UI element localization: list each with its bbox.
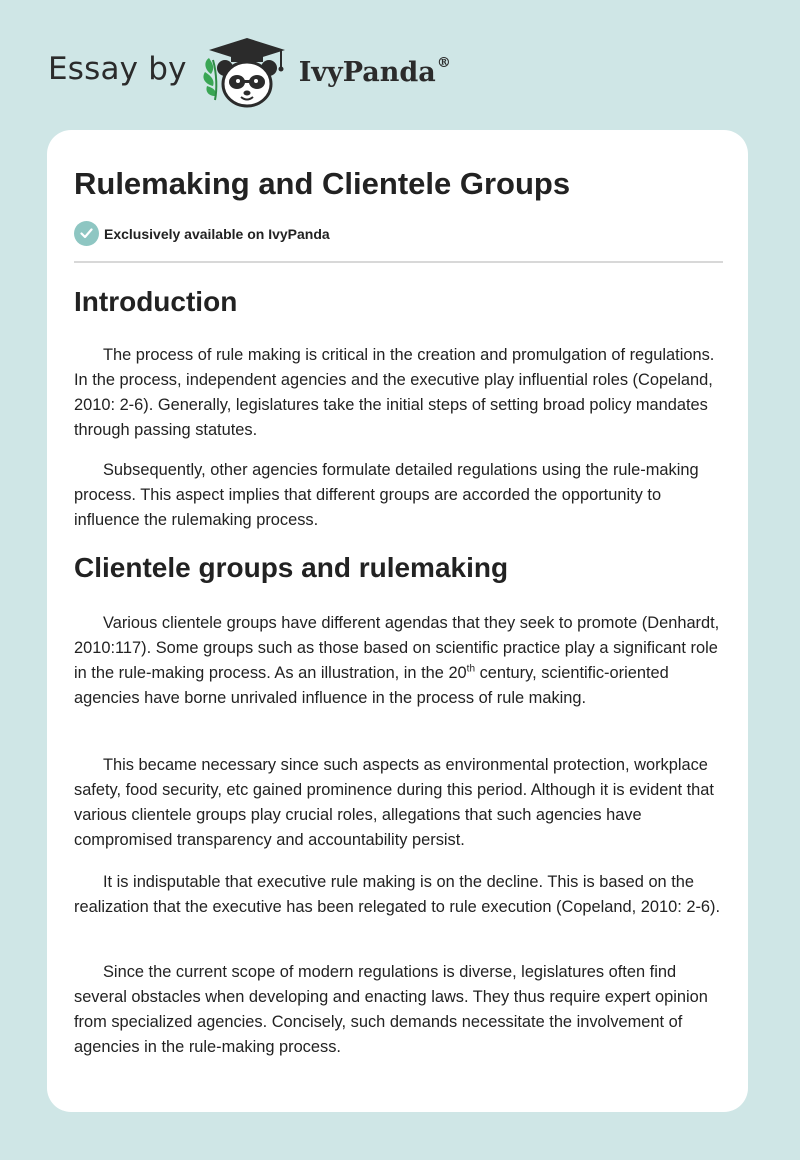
paragraph: Since the current scope of modern regulations is diverse, legislatures often find several obstacles when developing and enacting laws. They thus require expert opinion from specialized agencies. Concisely, such demands necessitate the involvement of agencies in the rule-making process. [74, 963, 708, 1056]
exclusive-badge [74, 221, 330, 246]
paragraph: This became necessary since such aspects as environmental protection, workplace safety, food security, etc gained prominence during this period. Although it is evident that various clientele groups play crucial roles, allegations that such agencies have compromised transparency and accountability persist. [74, 756, 714, 849]
paragraph: It is indisputable that executive rule making is on the decline. This is based on the realization that the executive has been relegated to rule execution (Copeland, 2010: 2-6). [74, 873, 721, 916]
section-heading-clientele-groups: Clientele groups and rulemaking [74, 552, 509, 583]
page-title: Rulemaking and Clientele Groups [74, 166, 571, 201]
check-icon [74, 221, 99, 246]
paragraph: The process of rule making is critical in the creation and promulgation of regulations. In the process, independent agencies and the executive play influential roles (Copeland, 2010: 2-6). Generally, legislatures take the initial steps of setting broad policy mandates through passing statutes. [74, 346, 715, 439]
site-header [48, 34, 451, 110]
panda-graduate-icon [201, 34, 293, 110]
brand-name[interactable]: IvyPanda® [298, 54, 451, 88]
essay-by-label: Essay by [48, 51, 187, 87]
section-heading-introduction: Introduction [74, 286, 238, 317]
paragraph: Various clientele groups have different agendas that they seek to promote (Denhardt, 2010:117). Some groups such as those based on scientific practice play a significant role in the rule-making process. As an illustration, in the 20th century, scientific-oriented agencies have borne unrivaled influence in the process of rule making. [74, 614, 720, 707]
title-divider [74, 261, 723, 263]
essay-card [47, 130, 748, 1112]
exclusive-badge-label: Exclusively available on IvyPanda [104, 225, 330, 242]
paragraph: Subsequently, other agencies formulate detailed regulations using the rule-making process. This aspect implies that different groups are accorded the opportunity to influence the rulemaking process. [74, 461, 699, 529]
